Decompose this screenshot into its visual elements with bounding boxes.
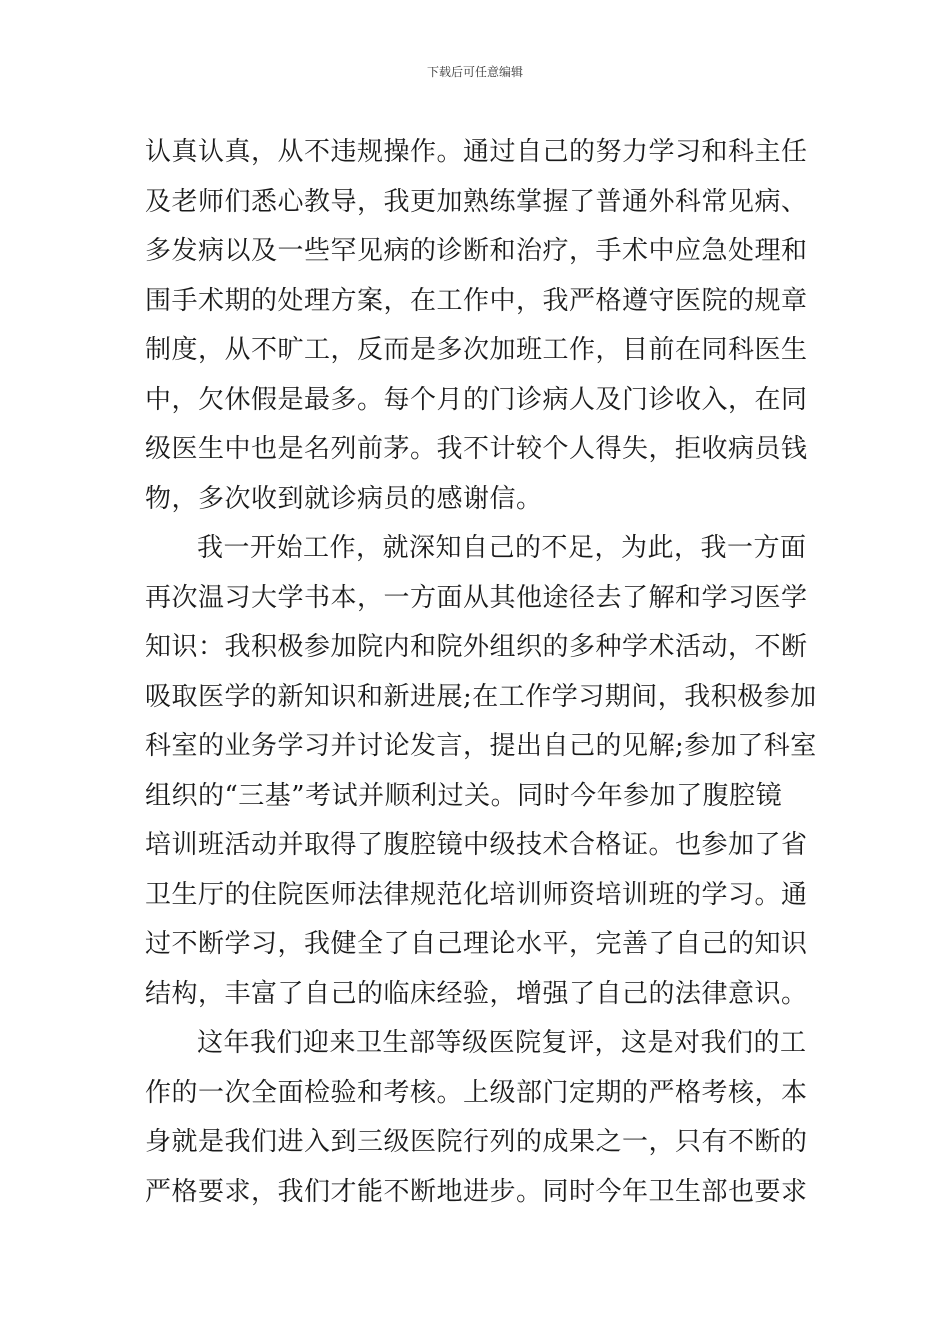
text-line: 制度，从不旷工，反而是多次加班工作，目前在同科医生 bbox=[145, 335, 808, 365]
text-line: 过不断学习，我健全了自己理论水平，完善了自己的知识 bbox=[145, 929, 808, 959]
text-line: 作的一次全面检验和考核。上级部门定期的严格考核，本 bbox=[145, 1077, 808, 1108]
text-line: 培训班活动并取得了腹腔镜中级技术合格证。也参加了省 bbox=[145, 830, 808, 860]
text-line: 及老师们悉心教导，我更加熟练掌握了普通外科常见病、 bbox=[145, 186, 808, 217]
paragraph-first-line: 这年我们迎来卫生部等级医院复评，这是对我们的工 bbox=[197, 1028, 807, 1058]
text-line: 多发病以及一些罕见病的诊断和治疗，手术中应急处理和 bbox=[145, 236, 808, 266]
text-line: 卫生厅的住院医师法律规范化培训师资培训班的学习。通 bbox=[145, 879, 808, 910]
text-line: 身就是我们进入到三级医院行列的成果之一，只有不断的 bbox=[145, 1127, 808, 1157]
text-line: 级医生中也是名列前茅。我不计较个人得失，拒收病员钱 bbox=[145, 434, 808, 464]
text-line: 知识：我积极参加院内和院外组织的多种学术活动，不断 bbox=[145, 632, 808, 662]
text-line: 科室的业务学习并讨论发言，提出自己的见解;参加了科室 bbox=[145, 731, 817, 761]
text-line: 物，多次收到就诊病员的感谢信。 bbox=[145, 483, 543, 514]
text-line: 吸取医学的新知识和新进展;在工作学习期间，我积极参加 bbox=[145, 681, 817, 712]
text-line: 组织的“三基”考试并顺利过关。同时今年参加了腹腔镜 bbox=[145, 780, 783, 811]
page-header: 下载后可任意编辑 bbox=[426, 65, 523, 79]
text-line: 严格要求，我们才能不断地进步。同时今年卫生部也要求 bbox=[145, 1176, 808, 1207]
text-line: 认真认真，从不违规操作。通过自己的努力学习和科主任 bbox=[145, 137, 808, 167]
text-line: 中，欠休假是最多。每个月的门诊病人及门诊收入，在同 bbox=[145, 384, 808, 415]
text-line: 结构，丰富了自己的临床经验，增强了自己的法律意识。 bbox=[145, 978, 808, 1009]
text-line: 再次温习大学书本，一方面从其他途径去了解和学习医学 bbox=[145, 582, 808, 613]
text-line: 围手术期的处理方案，在工作中，我严格遵守医院的规章 bbox=[145, 285, 808, 316]
body-text bbox=[145, 128, 817, 1217]
paragraph-first-line: 我一开始工作，就深知自己的不足，为此，我一方面 bbox=[197, 533, 807, 563]
